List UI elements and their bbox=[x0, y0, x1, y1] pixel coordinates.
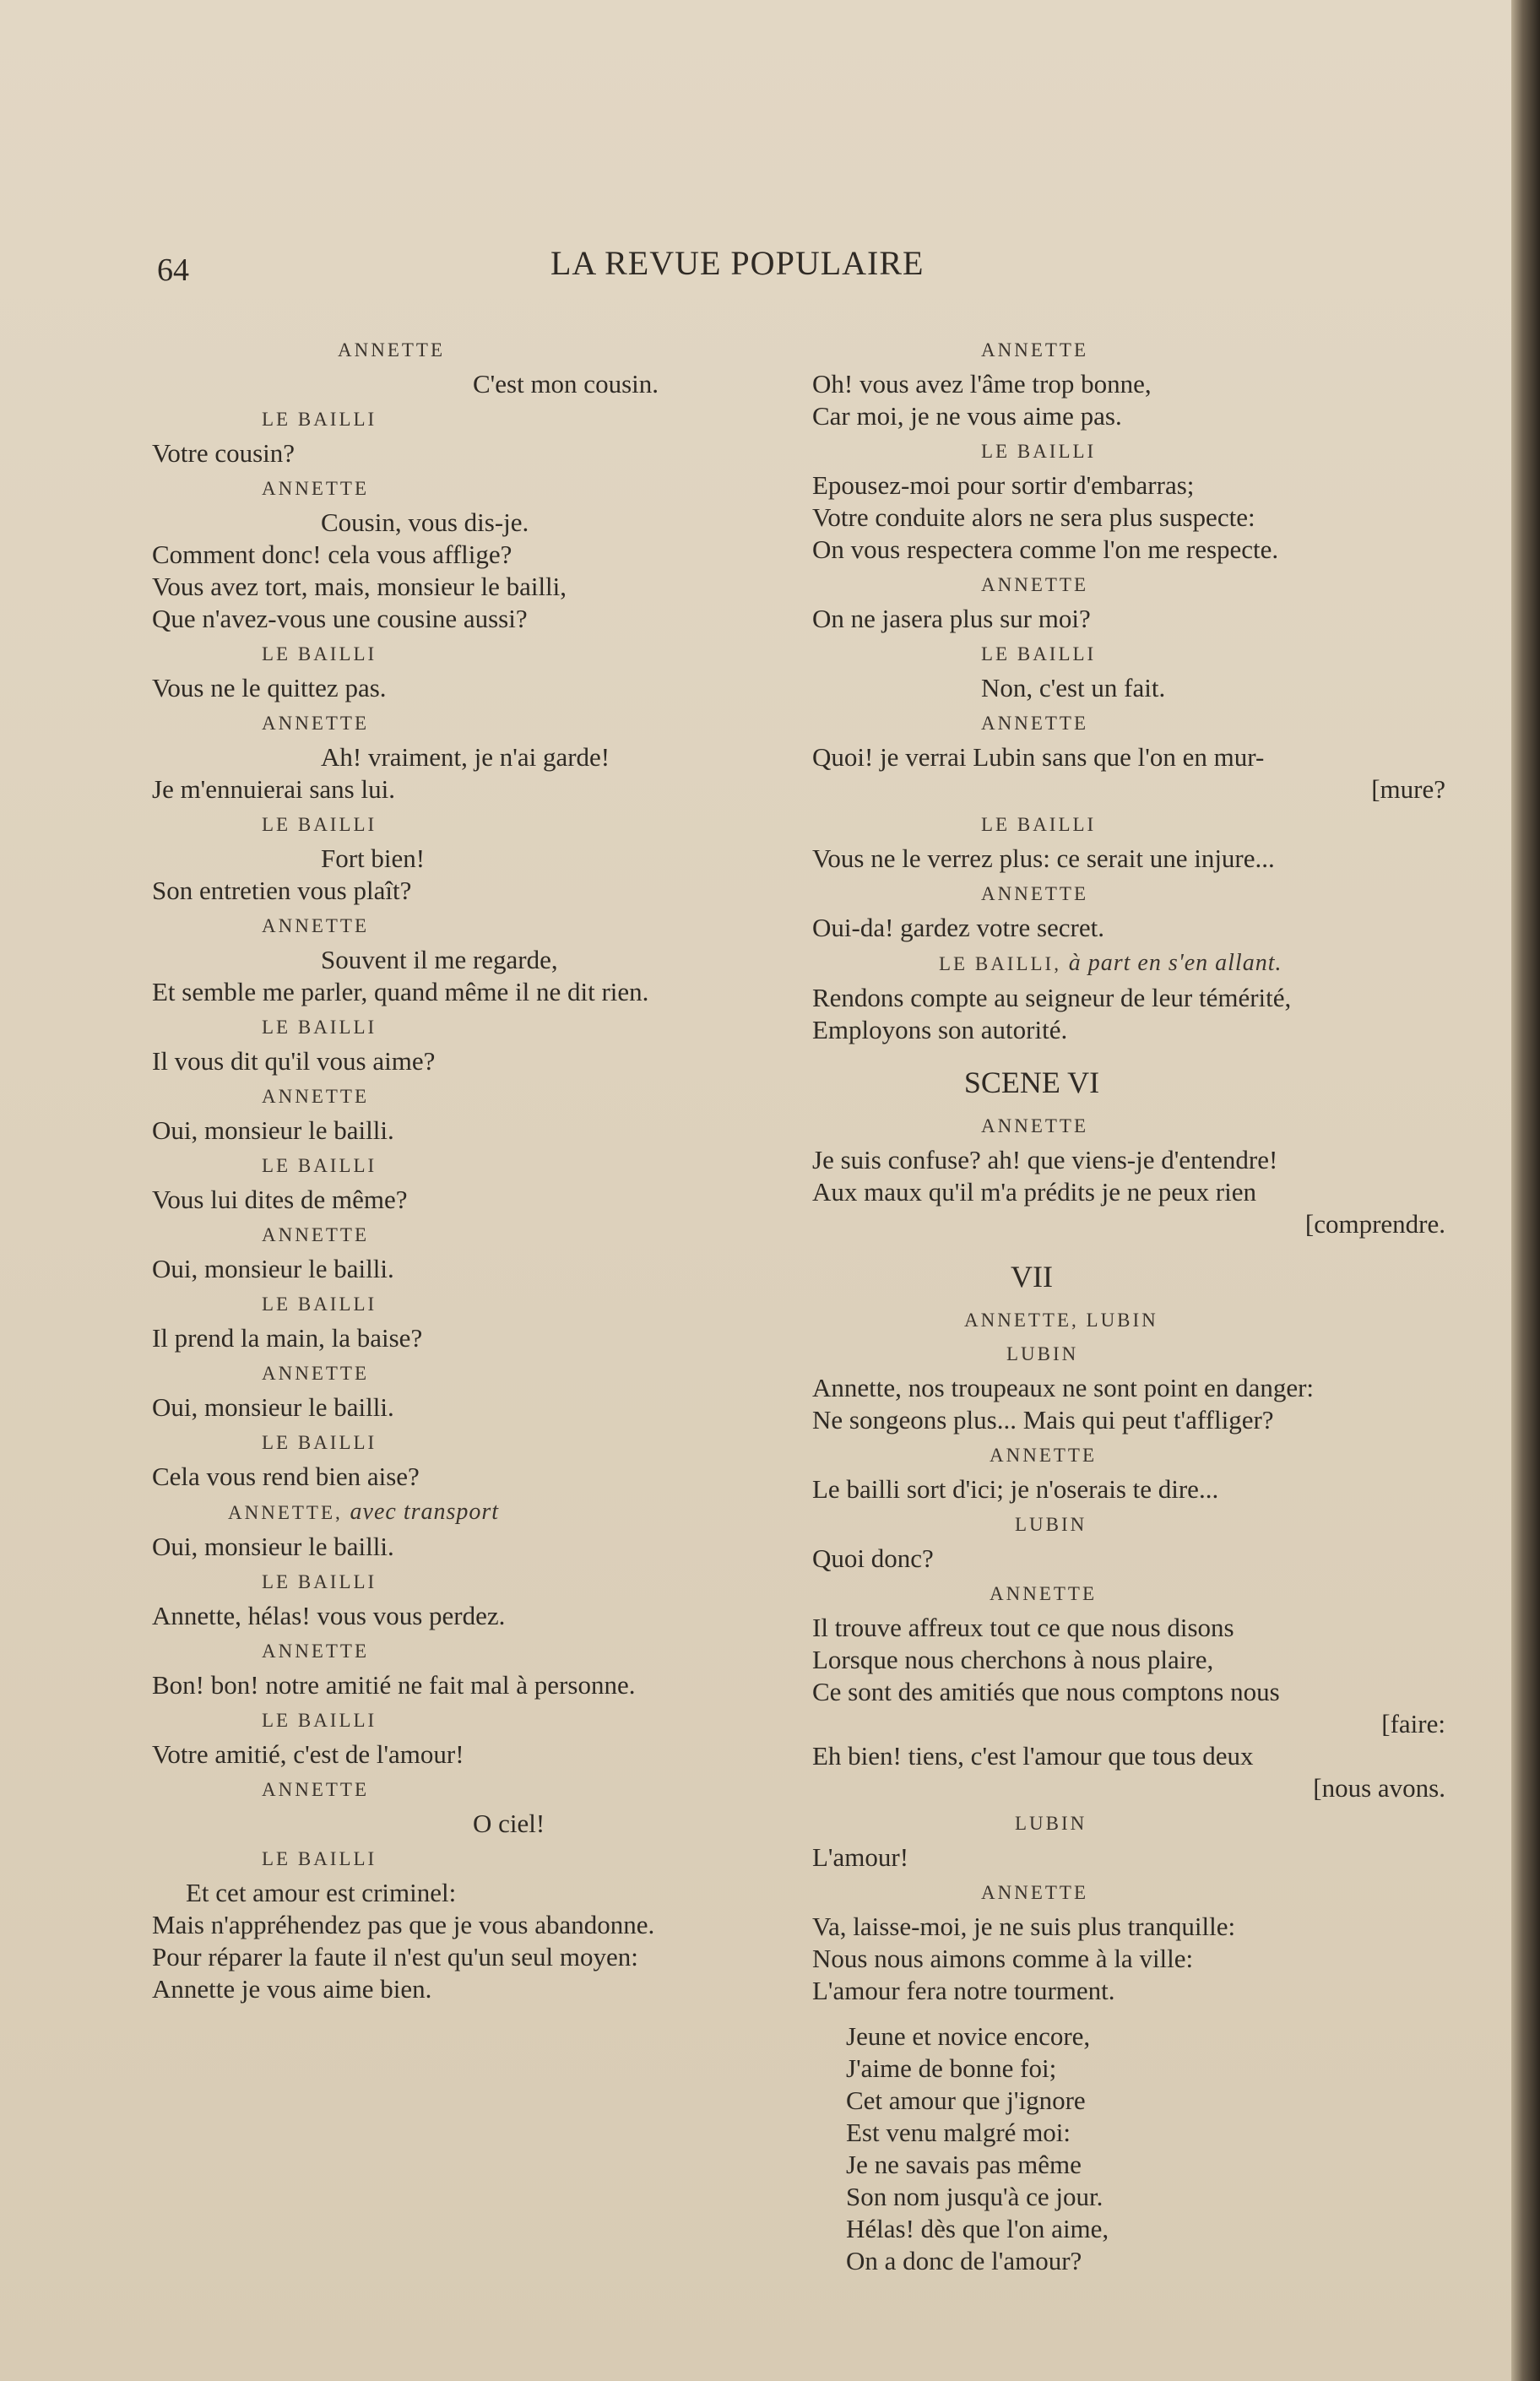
verse-line: [faire: bbox=[1381, 1709, 1445, 1738]
verse-line: Oui, monsieur le bailli. bbox=[152, 1392, 394, 1422]
speaker-label: ANNETTE bbox=[981, 713, 1089, 734]
verse-line: Nous nous aimons comme à la ville: bbox=[812, 1944, 1194, 1973]
speaker-name bbox=[812, 811, 1454, 839]
speaker-name bbox=[152, 336, 794, 365]
verse-line: On a donc de l'amour? bbox=[846, 2246, 1082, 2275]
speaker-label: LE BAILLI bbox=[981, 441, 1097, 462]
speaker-name bbox=[152, 1498, 794, 1527]
speaker-label: ANNETTE bbox=[262, 1363, 370, 1384]
speaker-name bbox=[152, 709, 794, 738]
speaker-name bbox=[812, 1441, 1454, 1470]
speaker-label: LUBIN bbox=[1006, 1343, 1079, 1364]
verse-line: C'est mon cousin. bbox=[473, 369, 659, 399]
speaker-name bbox=[152, 1845, 794, 1874]
speaker-name bbox=[152, 1568, 794, 1597]
speaker-name bbox=[152, 1290, 794, 1319]
verse-line: Aux maux qu'il m'a prédits je ne peux rien bbox=[812, 1177, 1256, 1207]
speaker-label: LE BAILLI bbox=[262, 1848, 377, 1869]
verse-line: Oui, monsieur le bailli. bbox=[152, 1115, 394, 1145]
speaker-name bbox=[812, 336, 1454, 365]
verse-line: Vous avez tort, mais, monsieur le bailli, bbox=[152, 572, 567, 601]
verse-line: Annette je vous aime bien. bbox=[152, 1974, 432, 2004]
verse-line: Quoi! je verrai Lubin sans que l'on en mur- bbox=[812, 742, 1265, 772]
speaker-name bbox=[812, 949, 1454, 979]
verse-line: Mais n'appréhendez pas que je vous abandonne. bbox=[152, 1910, 655, 1939]
speaker-name bbox=[812, 880, 1454, 908]
speaker-label: LE BAILLI bbox=[262, 1571, 377, 1592]
speaker-label: ANNETTE bbox=[338, 339, 446, 361]
verse-line: Le bailli sort d'ici; je n'oserais te dire... bbox=[812, 1474, 1219, 1504]
verse-line: Ne songeons plus... Mais qui peut t'affliger? bbox=[812, 1405, 1274, 1435]
speaker-name bbox=[152, 405, 794, 434]
verse-line: Comment donc! cela vous afflige? bbox=[152, 540, 512, 569]
verse-line: Cousin, vous dis-je. bbox=[321, 507, 529, 537]
speaker-label: ANNETTE bbox=[262, 915, 370, 936]
verse-line: Il trouve affreux tout ce que nous disons bbox=[812, 1613, 1234, 1642]
speaker-label: LE BAILLI bbox=[262, 1155, 377, 1176]
speaker-label: LE BAILLI bbox=[981, 814, 1097, 835]
speaker-name bbox=[812, 1809, 1454, 1838]
speaker-name bbox=[152, 1152, 794, 1180]
verse-line: Annette, nos troupeaux ne sont point en danger: bbox=[812, 1373, 1315, 1402]
verse-line: Ah! vraiment, je n'ai garde! bbox=[321, 742, 610, 772]
verse-line: Vous ne le verrez plus: ce serait une injure... bbox=[812, 843, 1275, 873]
scene-heading: VII bbox=[1011, 1260, 1053, 1294]
speaker-label: ANNETTE bbox=[262, 1086, 370, 1107]
verse-line: Et cet amour est criminel: bbox=[186, 1878, 457, 1907]
speaker-label: ANNETTE bbox=[990, 1445, 1098, 1466]
verse-line: On ne jasera plus sur moi? bbox=[812, 604, 1091, 633]
speaker-name bbox=[152, 1776, 794, 1804]
verse-line: Oh! vous avez l'âme trop bonne, bbox=[812, 369, 1152, 399]
verse-line: Souvent il me regarde, bbox=[321, 945, 558, 974]
verse-line: Cet amour que j'ignore bbox=[846, 2085, 1086, 2115]
speaker-name bbox=[812, 1112, 1454, 1141]
verse-line: Votre amitié, c'est de l'amour! bbox=[152, 1739, 464, 1769]
verse-line: Votre cousin? bbox=[152, 438, 296, 468]
speaker-label: LE BAILLI bbox=[262, 1294, 377, 1315]
book-binding-edge bbox=[1511, 0, 1540, 2381]
verse-line: Vous ne le quittez pas. bbox=[152, 673, 387, 702]
speaker-name bbox=[152, 475, 794, 503]
speaker-name bbox=[812, 1340, 1454, 1369]
verse-line: Lorsque nous cherchons à nous plaire, bbox=[812, 1645, 1214, 1674]
verse-line: J'aime de bonne foi; bbox=[846, 2053, 1057, 2083]
speaker-label: ANNETTE bbox=[981, 883, 1089, 904]
verse-line: Pour réparer la faute il n'est qu'un seul moyen: bbox=[152, 1942, 638, 1972]
speaker-label: ANNETTE bbox=[990, 1583, 1098, 1604]
speaker-name bbox=[152, 1429, 794, 1457]
speaker-label: ANNETTE bbox=[981, 1882, 1089, 1903]
speaker-label: ANNETTE, bbox=[228, 1502, 343, 1523]
verse-line: Votre conduite alors ne sera plus suspecte: bbox=[812, 502, 1255, 532]
verse-line: Eh bien! tiens, c'est l'amour que tous deux bbox=[812, 1741, 1254, 1771]
speaker-label: LE BAILLI bbox=[981, 643, 1097, 664]
verse-line: Employons son autorité. bbox=[812, 1015, 1068, 1044]
scene-heading: SCENE VI bbox=[963, 1066, 1100, 1099]
verse-line: Jeune et novice encore, bbox=[846, 2021, 1091, 2051]
verse-line: Epousez-moi pour sortir d'embarras; bbox=[812, 470, 1195, 500]
verse-line: Je suis confuse? ah! que viens-je d'entendre! bbox=[812, 1145, 1278, 1174]
verse-line: Rendons compte au seigneur de leur témérité, bbox=[812, 983, 1292, 1012]
speaker-label: LE BAILLI bbox=[262, 1710, 377, 1731]
verse-line: Son entretien vous plaît? bbox=[152, 876, 412, 905]
verse-line: [mure? bbox=[1371, 774, 1445, 804]
speaker-label: ANNETTE bbox=[262, 1224, 370, 1245]
speaker-name bbox=[812, 709, 1454, 738]
verse-line: Non, c'est un fait. bbox=[981, 673, 1166, 702]
verse-line: Hélas! dès que l'on aime, bbox=[846, 2214, 1109, 2243]
speaker-label: ANNETTE bbox=[981, 574, 1089, 595]
speaker-label: LE BAILLI bbox=[262, 1432, 377, 1453]
speaker-label: ANNETTE bbox=[981, 1115, 1089, 1136]
speaker-name bbox=[152, 1637, 794, 1666]
verse-line: Cela vous rend bien aise? bbox=[152, 1462, 420, 1491]
speaker-name bbox=[812, 1510, 1454, 1539]
verse-line: Bon! bon! notre amitié ne fait mal à personne. bbox=[152, 1670, 636, 1700]
verse-line: Ce sont des amitiés que nous comptons nous bbox=[812, 1677, 1280, 1706]
page-number: 64 bbox=[157, 252, 189, 288]
verse-line: Je m'ennuierai sans lui. bbox=[152, 774, 395, 804]
speaker-label: ANNETTE bbox=[262, 713, 370, 734]
verse-line: [nous avons. bbox=[1313, 1773, 1445, 1803]
speaker-label: LUBIN bbox=[1015, 1813, 1087, 1834]
speaker-name bbox=[152, 811, 794, 839]
verse-line: Va, laisse-moi, je ne suis plus tranquille: bbox=[812, 1912, 1236, 1941]
verse-line: O ciel! bbox=[473, 1809, 545, 1838]
speaker-label: LE BAILLI, bbox=[939, 953, 1061, 974]
left-column bbox=[152, 331, 794, 2005]
speaker-name bbox=[812, 1879, 1454, 1907]
speaker-label: ANNETTE bbox=[981, 339, 1089, 361]
verse-line: Annette, hélas! vous vous perdez. bbox=[152, 1601, 506, 1630]
speaker-label: LE BAILLI bbox=[262, 643, 377, 664]
speaker-label: LE BAILLI bbox=[262, 1017, 377, 1038]
speaker-name bbox=[812, 640, 1454, 669]
speaker-name bbox=[152, 912, 794, 941]
verse-line: Est venu malgré moi: bbox=[846, 2118, 1071, 2147]
verse-line: L'amour! bbox=[812, 1842, 909, 1872]
verse-line: Quoi donc? bbox=[812, 1543, 934, 1573]
speaker-name bbox=[152, 1706, 794, 1735]
speaker-name bbox=[812, 1580, 1454, 1608]
stage-direction: avec transport bbox=[350, 1499, 500, 1525]
speaker-label: ANNETTE bbox=[262, 1641, 370, 1662]
speaker-name bbox=[152, 1082, 794, 1111]
speaker-label: LE BAILLI bbox=[262, 409, 377, 430]
verse-line: Car moi, je ne vous aime pas. bbox=[812, 401, 1122, 431]
verse-line: Oui, monsieur le bailli. bbox=[152, 1532, 394, 1561]
verse-line: Et semble me parler, quand même il ne dit rien. bbox=[152, 977, 649, 1006]
verse-line: Il prend la main, la baise? bbox=[152, 1323, 423, 1353]
verse-line: Fort bien! bbox=[321, 843, 426, 873]
speaker-name bbox=[812, 571, 1454, 599]
verse-line: L'amour fera notre tourment. bbox=[812, 1976, 1115, 2005]
speaker-label: ANNETTE, LUBIN bbox=[964, 1310, 1158, 1331]
verse-line: Oui, monsieur le bailli. bbox=[152, 1254, 394, 1283]
verse-line: Je ne savais pas même bbox=[846, 2150, 1082, 2179]
speaker-label: LE BAILLI bbox=[262, 814, 377, 835]
verse-line: Il vous dit qu'il vous aime? bbox=[152, 1046, 436, 1076]
verse-line: On vous respectera comme l'on me respecte. bbox=[812, 534, 1279, 564]
verse-line: Son nom jusqu'à ce jour. bbox=[846, 2182, 1103, 2211]
verse-line: Vous lui dites de même? bbox=[152, 1185, 408, 1214]
speaker-label: LUBIN bbox=[1015, 1514, 1087, 1535]
speaker-name bbox=[812, 437, 1454, 466]
speaker-name bbox=[152, 1221, 794, 1250]
speaker-name bbox=[152, 640, 794, 669]
stage-direction: à part en s'en allant. bbox=[1068, 950, 1282, 976]
verse-line: Oui-da! gardez votre secret. bbox=[812, 913, 1104, 942]
speaker-name bbox=[152, 1013, 794, 1042]
running-title: LA REVUE POPULAIRE bbox=[550, 244, 925, 282]
speaker-label: ANNETTE bbox=[262, 1779, 370, 1800]
speaker-name bbox=[812, 1306, 1454, 1335]
speaker-name bbox=[152, 1359, 794, 1388]
right-column bbox=[812, 331, 1454, 2277]
verse-line: [comprendre. bbox=[1304, 1209, 1445, 1239]
verse-line: Que n'avez-vous une cousine aussi? bbox=[152, 604, 528, 633]
speaker-label: ANNETTE bbox=[262, 478, 370, 499]
